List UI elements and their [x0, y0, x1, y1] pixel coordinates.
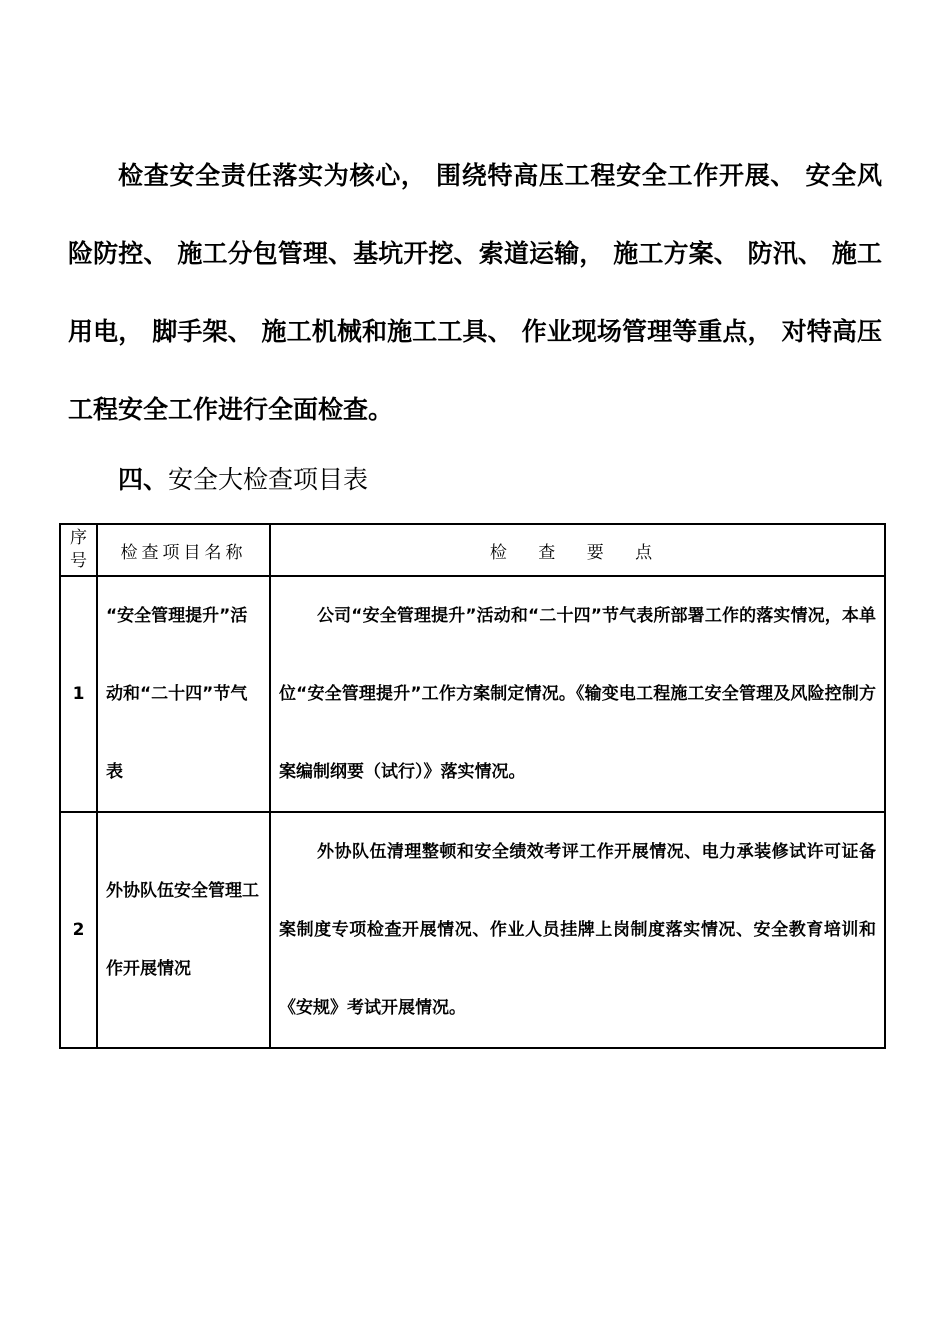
row-item-name: “安全管理提升”活动和“二十四”节气表 [97, 576, 270, 812]
table-header-row [60, 524, 885, 576]
intro-paragraph: 检查安全责任落实为核心， 围绕特高压工程安全工作开展、 安全风险防控、 施工分包管理、基坑开挖、索道运输， 施工方案、 防汛、 施工用电， 脚手架、 施工机械和施工工具、 作业现场管理等重点， 对特高压工程安全工作进行全面检查。 [68, 161, 882, 424]
row-item-name: 外协队伍安全管理工作开展情况 [97, 812, 270, 1048]
table-row [60, 812, 885, 1048]
header-seq-line2: 号 [70, 551, 87, 571]
header-key-points: 检 查 要 点 [270, 524, 885, 576]
table-row [60, 576, 885, 812]
row-key-points: 公司“安全管理提升”活动和“二十四”节气表所部署工作的落实情况，本单位“安全管理提升”工作方案制定情况。《输变电工程施工安全管理及风险控制方案编制纲要（试行）》落实情况。 [270, 576, 885, 812]
section-heading [118, 460, 368, 496]
row-key-points: 外协队伍清理整顿和安全绩效考评工作开展情况、电力承装修试许可证备案制度专项检查开展情况、作业人员挂牌上岗制度落实情况、安全教育培训和《安规》考试开展情况。 [270, 812, 885, 1048]
row-seq: 1 [60, 576, 97, 812]
section-number: 四、 [118, 465, 169, 494]
header-item-name: 检查项目名称 [97, 524, 270, 576]
header-seq [60, 524, 97, 576]
row-seq: 2 [60, 812, 97, 1048]
inspection-items-table [59, 523, 886, 1049]
header-seq-line1: 序 [70, 528, 87, 548]
section-title: 安全大检查项目表 [168, 465, 369, 494]
